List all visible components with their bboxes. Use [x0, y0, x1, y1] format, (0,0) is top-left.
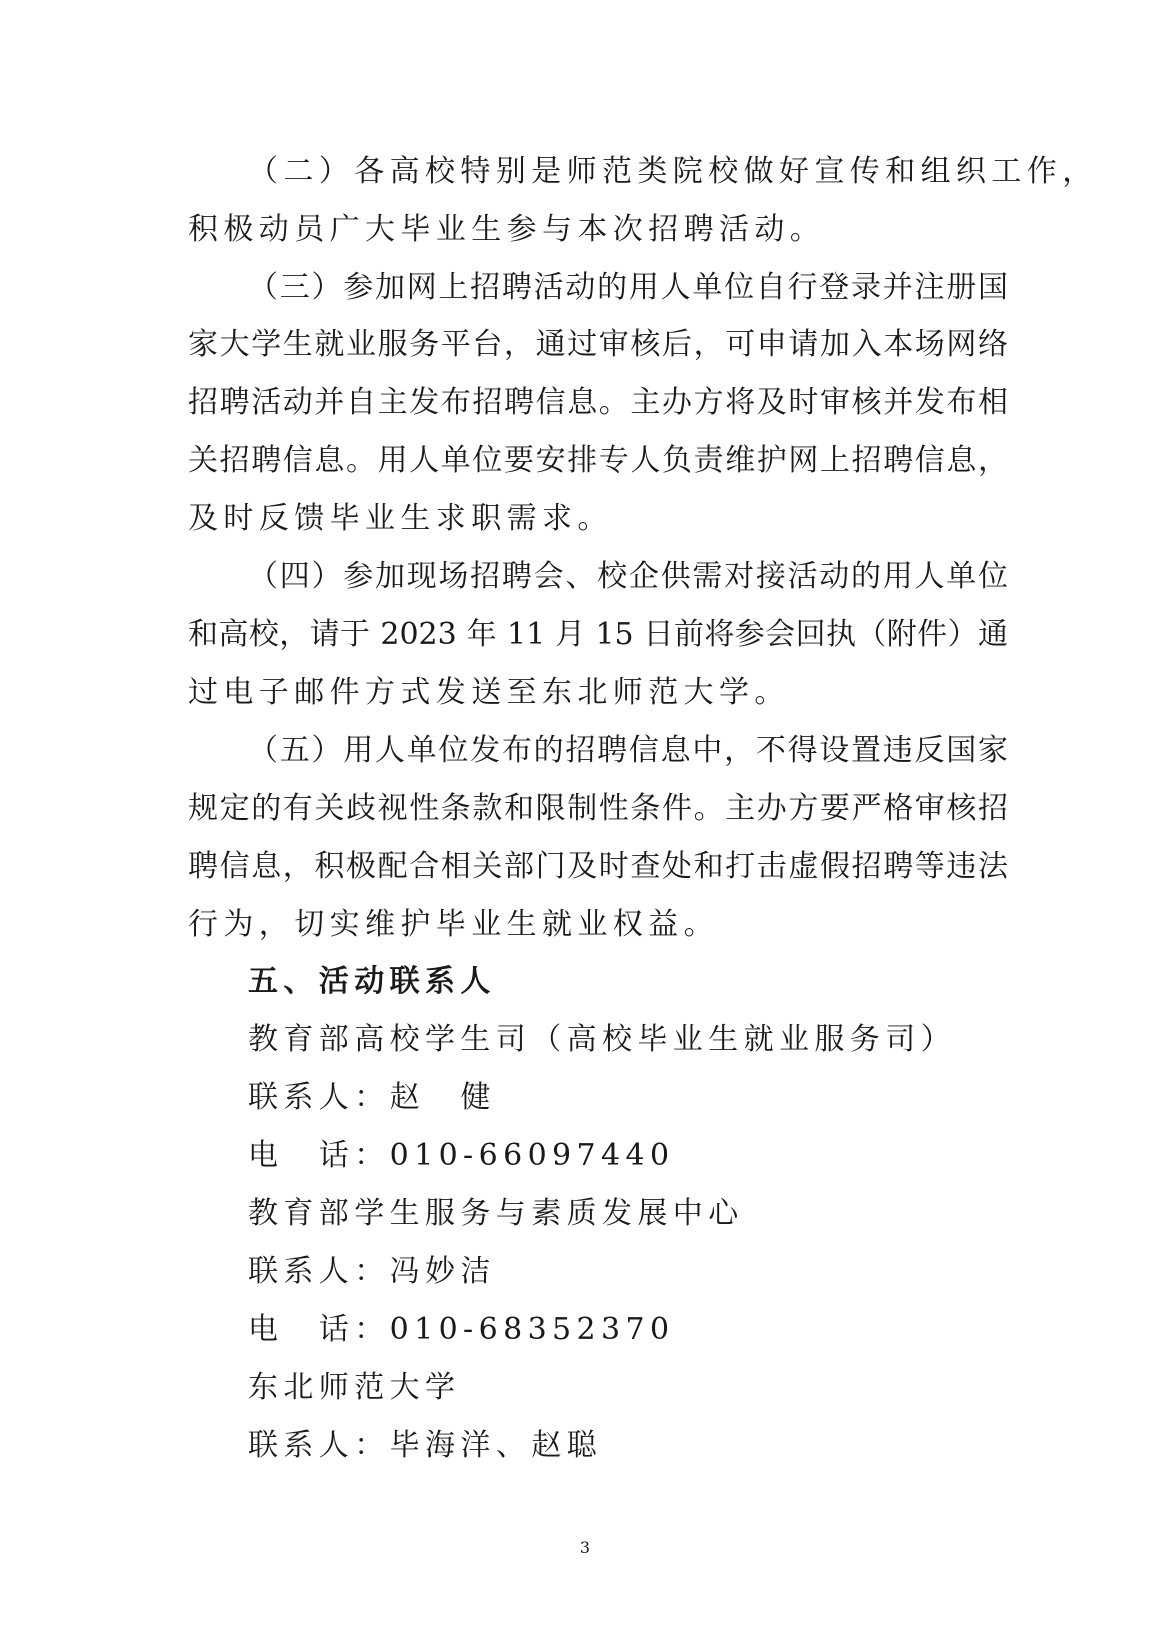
paragraph-3-line-3: 招聘活动并自主发布招聘信息。主办方将及时审核并发布相 — [188, 385, 1008, 420]
contact-3-person: 联系人：毕海洋、赵聪 — [248, 1428, 602, 1463]
paragraph-3-line-2: 家大学生就业服务平台，通过审核后，可申请加入本场网络 — [188, 327, 1008, 362]
page-number: 3 — [579, 1538, 591, 1557]
section-heading: 五、活动联系人 — [248, 964, 496, 999]
contact-2-person: 联系人：冯妙洁 — [248, 1254, 496, 1289]
paragraph-2-line-1: （二）各高校特别是师范类院校做好宣传和组织工作， — [248, 154, 1098, 189]
paragraph-5-line-1: （五）用人单位发布的招聘信息中，不得设置违反国家 — [248, 733, 1008, 768]
contact-1-person: 联系人：赵 健 — [248, 1080, 496, 1115]
paragraph-5-line-2: 规定的有关歧视性条款和限制性条件。主办方要严格审核招 — [188, 791, 1008, 826]
contact-2-org: 教育部学生服务与素质发展中心 — [248, 1196, 744, 1231]
contact-1-org: 教育部高校学生司（高校毕业生就业服务司） — [248, 1022, 956, 1057]
paragraph-4-line-3: 过电子邮件方式发送至东北师范大学。 — [188, 675, 790, 710]
paragraph-3-line-5: 及时反馈毕业生求职需求。 — [188, 501, 613, 536]
paragraph-4-line-2: 和高校，请于 2023 年 11 月 15 日前将参会回执（附件）通 — [188, 617, 1008, 652]
paragraph-2-line-2: 积极动员广大毕业生参与本次招聘活动。 — [188, 212, 826, 247]
contact-3-org: 东北师范大学 — [248, 1370, 461, 1405]
paragraph-5-line-3: 聘信息，积极配合相关部门及时查处和打击虚假招聘等违法 — [188, 849, 1008, 884]
paragraph-3-line-1: （三）参加网上招聘活动的用人单位自行登录并注册国 — [248, 270, 1008, 305]
paragraph-5-line-4: 行为，切实维护毕业生就业权益。 — [188, 907, 719, 942]
contact-1-phone: 电 话：010-66097440 — [248, 1138, 675, 1173]
paragraph-3-line-4: 关招聘信息。用人单位要安排专人负责维护网上招聘信息， — [188, 443, 1008, 478]
contact-2-phone: 电 话：010-68352370 — [248, 1312, 675, 1347]
paragraph-4-line-1: （四）参加现场招聘会、校企供需对接活动的用人单位 — [248, 559, 1008, 594]
